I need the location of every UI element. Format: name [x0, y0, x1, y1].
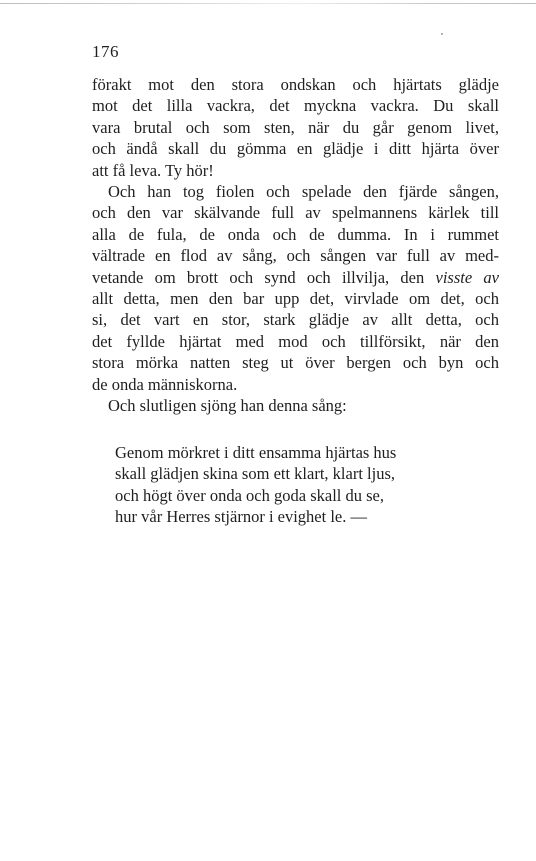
- poem: [115, 442, 396, 528]
- body-text: [92, 74, 499, 417]
- text-line: allt detta, men den bar upp det, virvlade om det, och: [92, 289, 499, 309]
- text-line: Och han tog fiolen och spelade den fjärde sången,: [108, 182, 499, 202]
- page-number: 176: [92, 42, 119, 61]
- poem-line: och högt över onda och goda skall du se,: [115, 485, 384, 505]
- text-line: si, det vart en stor, stark glädje av allt detta, och: [92, 310, 499, 330]
- text-line: stora mörka natten steg ut över bergen och byn och: [92, 353, 499, 373]
- text-line: det fyllde hjärtat med mod och tillförsikt, när den: [92, 331, 499, 351]
- page-top-edge: [0, 3, 536, 4]
- print-speck: [441, 33, 443, 35]
- text-line: de onda människorna.: [92, 374, 238, 394]
- text-line: att få leva. Ty hör!: [92, 160, 214, 180]
- poem-line: hur vår Herres stjärnor i evighet le. —: [115, 507, 367, 527]
- poem-line: Genom mörkret i ditt ensamma hjärtas hus: [115, 443, 397, 462]
- text-line: vältrade en flod av sång, och sången var full av med-: [92, 246, 499, 266]
- text-line: mot det lilla vackra, det myckna vackra. Du skall: [92, 96, 499, 116]
- text-segment: vetande om brott och synd och illvilja, den: [92, 267, 436, 287]
- text-line-with-italic: [92, 267, 499, 288]
- text-line: och den var skälvande full av spelmannens kärlek till: [92, 203, 499, 223]
- text-line: förakt mot den stora ondskan och hjärtats glädje: [92, 75, 499, 94]
- italic-phrase: visste av: [435, 267, 499, 287]
- text-line: vara brutal och som sten, när du går genom livet,: [92, 117, 499, 137]
- text-line: och ändå skall du gömma en glädje i ditt hjärta över: [92, 139, 499, 159]
- text-line: alla de fula, de onda och de dumma. In i rummet: [92, 224, 499, 244]
- text-line: Och slutligen sjöng han denna sång:: [108, 396, 347, 416]
- poem-line: skall glädjen skina som ett klart, klart ljus,: [115, 464, 395, 484]
